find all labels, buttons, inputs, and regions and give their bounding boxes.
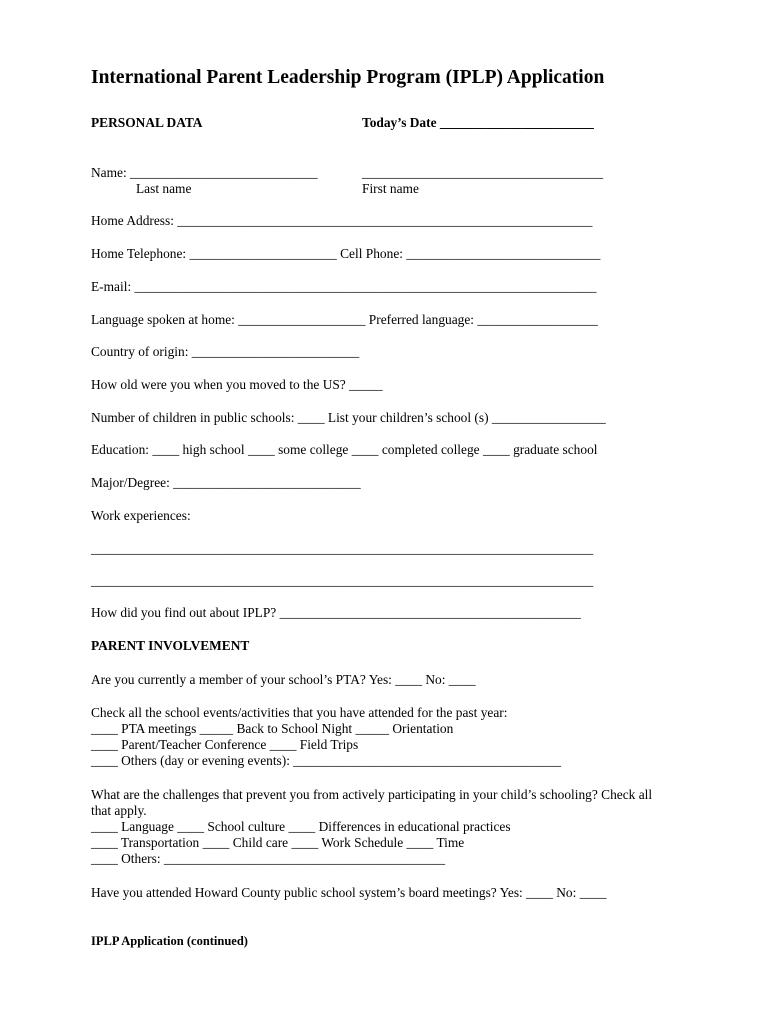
language-field[interactable]: Language spoken at home: ___________________ Preferred language: __________________ [91,312,598,327]
challenges-options[interactable]: ____ Language ____ School culture ____ Differences in educational practices [91,819,511,834]
telephone-field[interactable]: Home Telephone: ______________________ Cell Phone: _____________________________ [91,246,601,261]
parent-involvement-heading: PARENT INVOLVEMENT [91,638,250,653]
work-experiences-line[interactable]: ___________________________________________________________________________ [91,573,594,588]
last-name-label: Last name [136,181,192,196]
major-degree-field[interactable]: Major/Degree: ____________________________ [91,475,361,490]
form-title: International Parent Leadership Program (IPLP) Application [91,67,605,88]
children-field[interactable]: Number of children in public schools: ____ List your children’s school (s) _________________ [91,410,606,425]
work-experiences-label: Work experiences: [91,508,191,523]
last-name-field[interactable]: Name: ____________________________ [91,165,318,180]
find-out-field[interactable]: How did you find out about IPLP? _____________________________________________ [91,605,581,620]
personal-data-heading: PERSONAL DATA [91,115,203,130]
board-meetings-field[interactable]: Have you attended Howard County public school system’s board meetings? Yes: ____ No: ____ [91,885,607,900]
work-experiences-line[interactable]: ___________________________________________________________________________ [91,541,594,556]
events-intro: Check all the school events/activities that you have attended for the past year: [91,705,508,720]
events-others-field[interactable]: ____ Others (day or evening events): ________________________________________ [91,753,562,768]
age-moved-field[interactable]: How old were you when you moved to the US? _____ [91,377,383,392]
events-options[interactable]: ____ Parent/Teacher Conference ____ Field Trips [91,737,359,752]
education-field[interactable]: Education: ____ high school ____ some college ____ completed college ____ graduate school [91,442,598,457]
pta-member-field[interactable]: Are you currently a member of your school’s PTA? Yes: ____ No: ____ [91,672,476,687]
home-address-field[interactable]: Home Address: ______________________________________________________________ [91,213,593,228]
todays-date-field[interactable]: Today’s Date _______________________ [362,115,594,130]
first-name-field[interactable]: ____________________________________ [362,165,604,180]
events-options[interactable]: ____ PTA meetings _____ Back to School Night _____ Orientation [91,721,454,736]
continued-heading: IPLP Application (continued) [91,934,248,948]
challenges-options[interactable]: ____ Transportation ____ Child care ____ Work Schedule ____ Time [91,835,465,850]
country-of-origin-field[interactable]: Country of origin: _________________________ [91,344,360,359]
challenges-intro: What are the challenges that prevent you from actively participating in your child’s schooling? Check all [91,787,653,802]
email-field[interactable]: E-mail: _____________________________________________________________________ [91,279,597,294]
challenges-others-field[interactable]: ____ Others: __________________________________________ [91,851,446,866]
first-name-label: First name [362,181,419,196]
challenges-intro: that apply. [91,803,147,818]
